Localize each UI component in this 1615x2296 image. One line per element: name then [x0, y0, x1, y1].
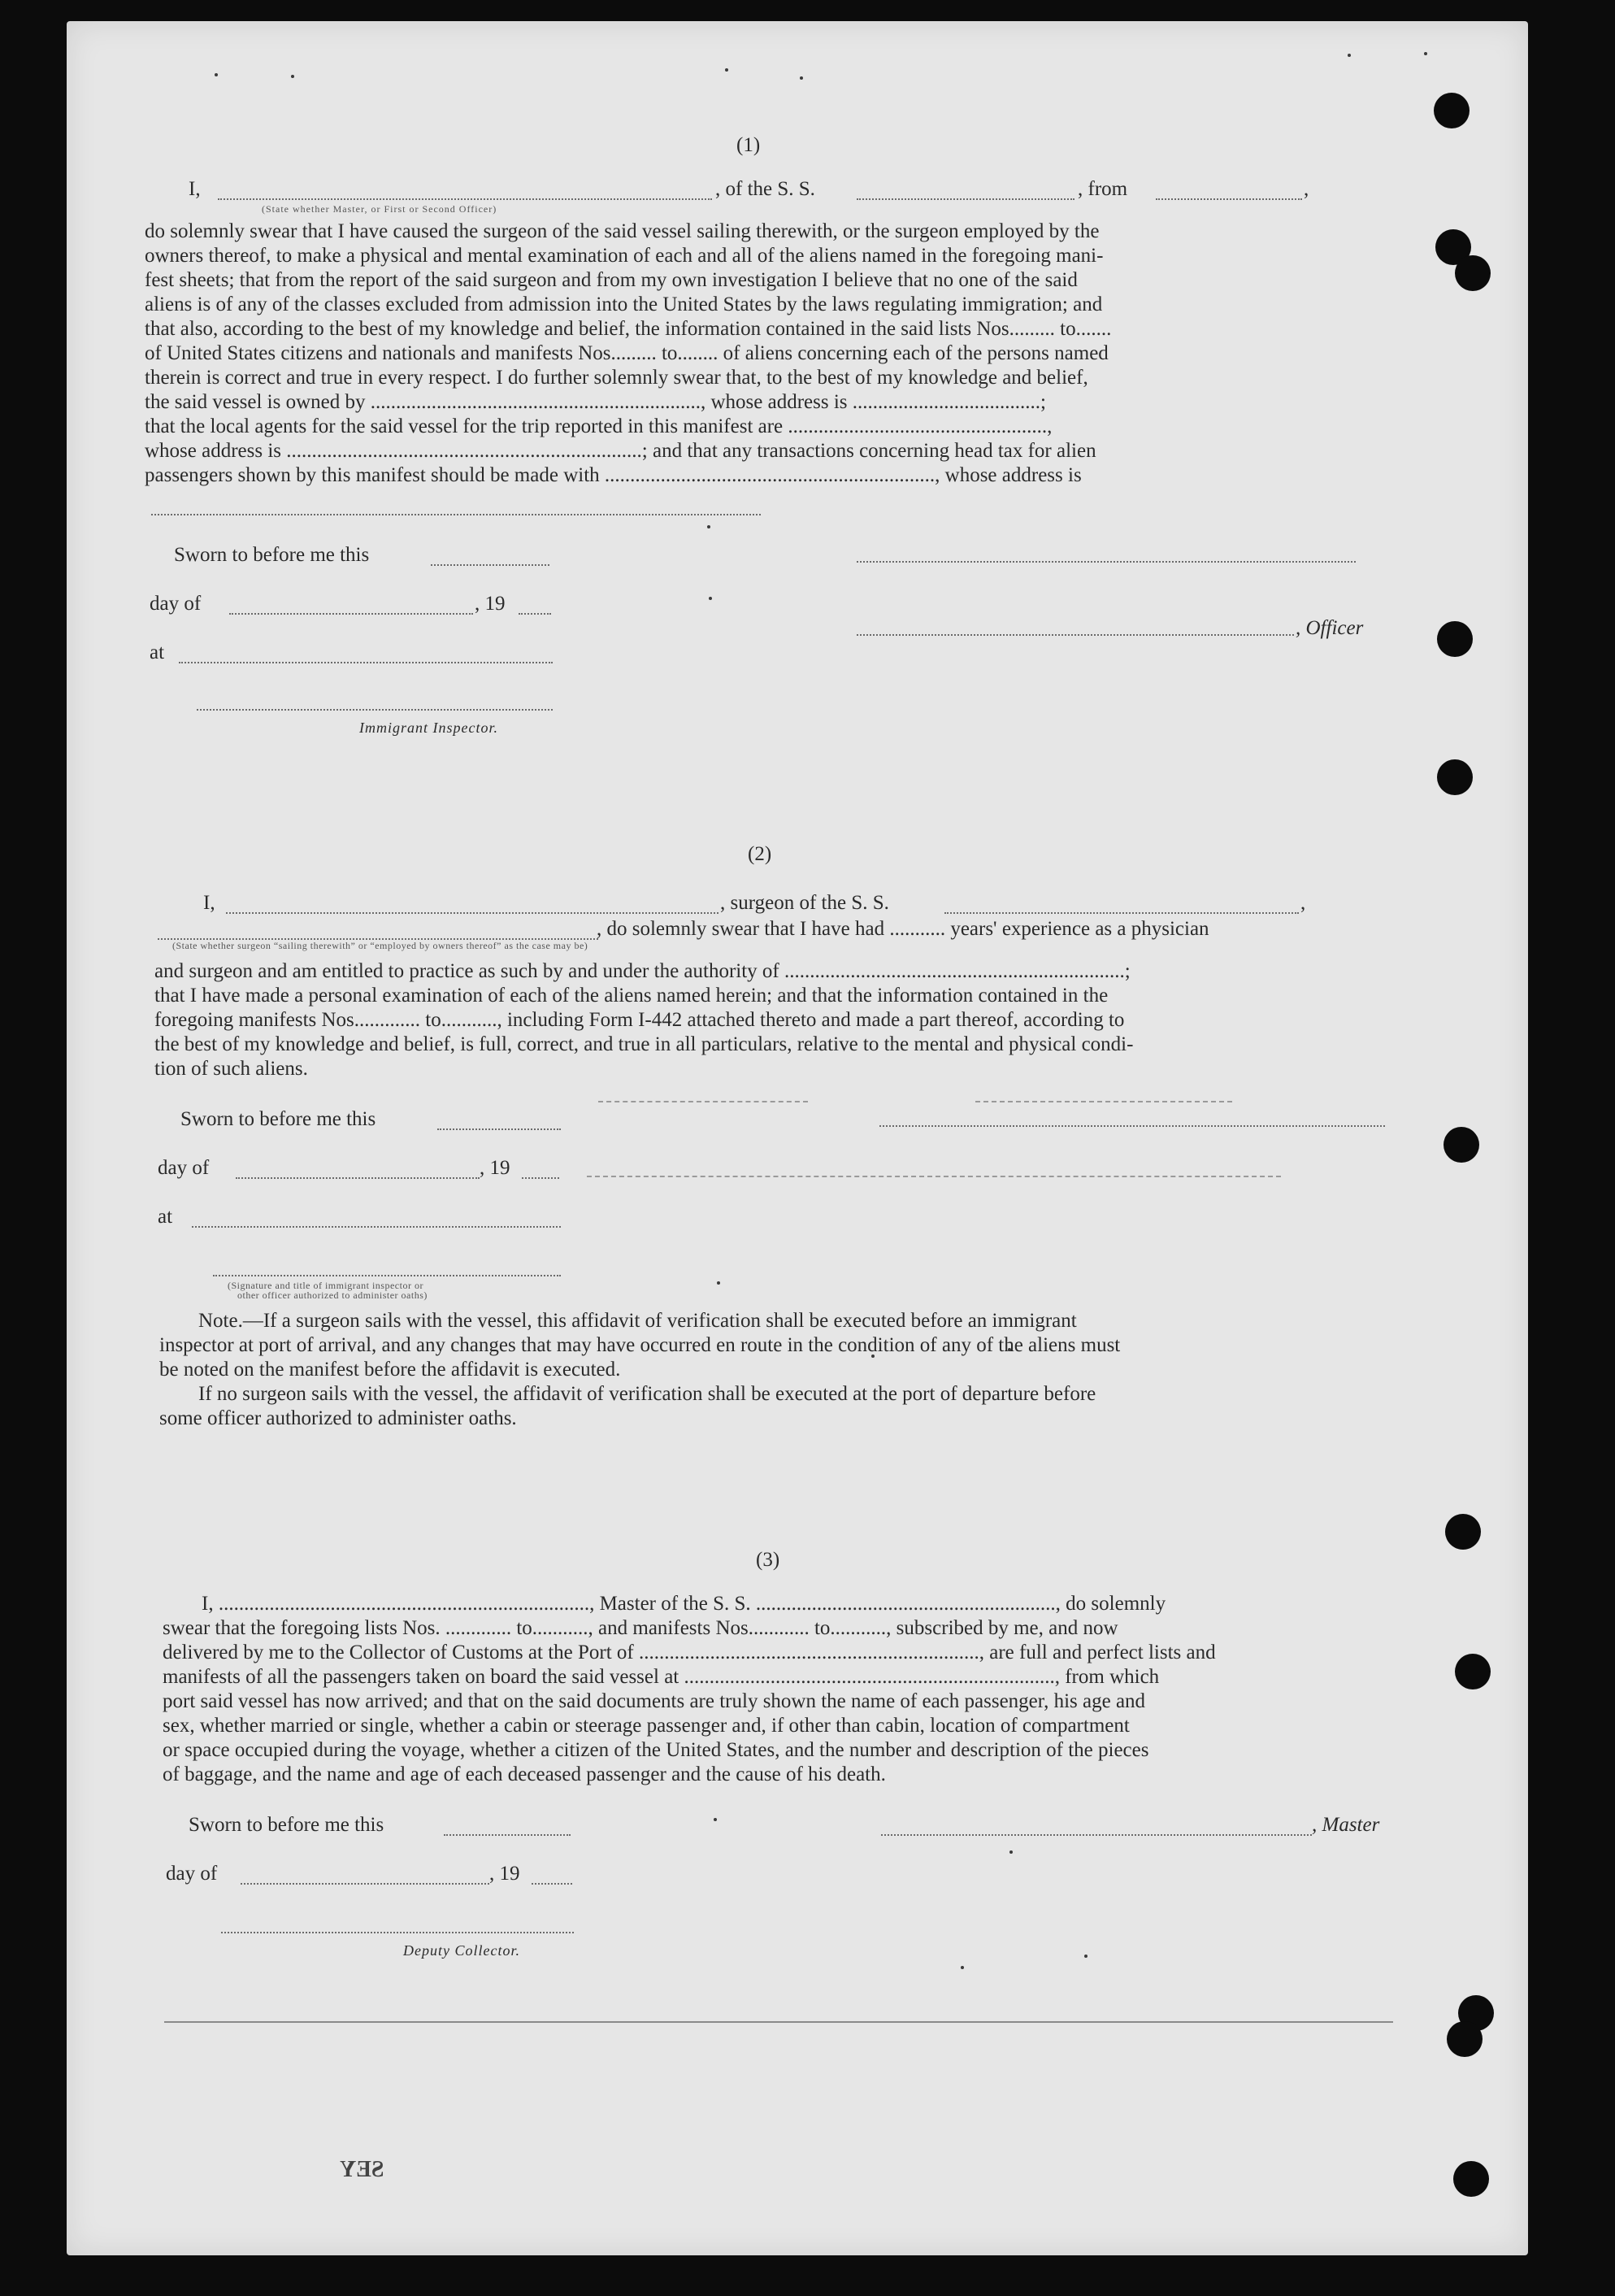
signature-caption: (Signature and title of immigrant inspector or — [228, 1280, 423, 1291]
month-field[interactable] — [241, 1883, 489, 1885]
surgeon-name-field[interactable] — [226, 912, 719, 914]
day-of-label: day of — [158, 1157, 210, 1179]
agent-address-field[interactable] — [151, 514, 761, 515]
punch-hole — [1445, 1514, 1481, 1550]
section1-body: do solemnly swear that I have caused the surgeon of the said vessel sailing therewith, or the surgeon employed by the owners thereof, to make a physical and mental examination of each and all of the aliens named in the foregoing mani- fest sheets; that from the report of the said surgeon and from my own investigation I believe that no one of the said aliens is of any of the classes excluded from admission into the United States by the laws regulating immigration; and that also, according to the best of my knowledge and belief, the information contained in the said lists Nos......... to....... of United States citizens and nationals and manifests Nos......... to........ of aliens concerning each of the persons named therein is correct and true in every respect. I do further solemnly swear that, to the best of my knowledge and belief, the said vessel is owned by ................................................................., whose address is .....................................; that the local agents for the said vessel for the trip reported in this manifest are ..................................................., whose address is ......................................................................; and that any transactions concerning head tax for alien passengers shown by this manifest should be made with ................................................................., whose address is — [145, 220, 1112, 486]
sworn-date-field[interactable] — [431, 564, 549, 566]
year-label: , 19 — [489, 1863, 520, 1885]
year-label: , 19 — [480, 1157, 510, 1179]
section-number: (2) — [748, 843, 772, 865]
departure-port-field[interactable] — [1156, 198, 1302, 200]
punch-hole — [1437, 759, 1473, 795]
officer-caption: (State whether Master, or First or Second Officer) — [262, 203, 497, 215]
section-number: (3) — [756, 1549, 780, 1571]
day-of-label: day of — [166, 1863, 218, 1885]
year-label: , 19 — [475, 593, 506, 615]
experience-text: , do solemnly swear that I have had ........... years' experience as a physician — [597, 918, 1209, 940]
comma: , — [1300, 892, 1306, 914]
surgeon-label: , surgeon of the S. S. — [720, 892, 889, 914]
punch-hole — [1455, 1654, 1491, 1689]
punch-hole — [1447, 2021, 1483, 2057]
punch-hole — [1437, 621, 1473, 657]
punch-hole — [1434, 93, 1470, 128]
ship-name-field[interactable] — [944, 912, 1299, 914]
collector-signature-field[interactable] — [221, 1932, 574, 1933]
master-signature-field[interactable] — [881, 1834, 1312, 1836]
officer-signature-field[interactable] — [857, 634, 1294, 636]
sworn-label: Sworn to before me this — [174, 544, 370, 566]
footer-stamp: SEY — [340, 2157, 384, 2182]
officer-label: , Officer — [1296, 617, 1364, 639]
surgeon-caption: (State whether surgeon “sailing therewith” or “employed by owners thereof” as the case may be) — [172, 940, 588, 951]
punch-hole — [1453, 2161, 1489, 2197]
year-field[interactable] — [532, 1883, 572, 1885]
at-label: at — [158, 1206, 173, 1228]
place-field[interactable] — [192, 1226, 561, 1228]
inspector-caption: Immigrant Inspector. — [359, 720, 498, 736]
sworn-date-field[interactable] — [437, 1128, 561, 1130]
signature-field[interactable] — [857, 561, 1356, 563]
collector-caption: Deputy Collector. — [403, 1942, 520, 1959]
year-field[interactable] — [522, 1177, 559, 1179]
place-field[interactable] — [179, 662, 553, 663]
inspector-signature-field[interactable] — [213, 1275, 561, 1276]
signature-caption: other officer authorized to administer oaths) — [237, 1289, 428, 1301]
month-field[interactable] — [236, 1177, 480, 1179]
ship-name-field[interactable] — [857, 198, 1074, 200]
note-text: Note.—If a surgeon sails with the vessel, this affidavit of verification shall be executed before an immigrant inspector at port of arrival, and any changes that may have occurred en route in the condition of any of the aliens must be noted on the manifest before the affidavit is executed. If no surgeon sails with the vessel, the affidavit of verification shall be executed at the port of departure before some officer authorized to administer oaths. — [159, 1310, 1121, 1429]
sworn-date-field[interactable] — [444, 1834, 571, 1836]
sworn-label: Sworn to before me this — [180, 1108, 376, 1130]
year-field[interactable] — [519, 613, 551, 615]
ship-label: , of the S. S. — [715, 178, 815, 200]
surgeon-signature-field[interactable] — [879, 1125, 1385, 1127]
section-number: (1) — [736, 134, 761, 156]
officer-name-field[interactable] — [218, 198, 712, 200]
section2-body: and surgeon and am entitled to practice as such by and under the authority of ...................................................................; that I have made a personal examination of each of the aliens named herein; and that the information contained in the foregoing manifests Nos............. to..........., including Form I-442 attached thereto and made a part thereof, according to the best of my knowledge and belief, is full, correct, and true in all particulars, relative to the mental and physical condi- tion of such aliens. — [154, 960, 1134, 1080]
affiant-label: I, — [189, 178, 201, 200]
master-label: , Master — [1312, 1814, 1380, 1836]
affiant-label: I, — [203, 892, 215, 914]
section3-body: I, ........................................................................., Master of the S. S. ..........................................................., do solemnly swear that the foregoing lists Nos. ............. to..........., and manifests Nos............ to..........., subscribed by me, and now delivered by me to the Collector of Customs at the Port of ..................................................................., are full and perfect lists and manifests of all the passengers taken on board the said vessel at ........................................................................., from which port said vessel has now arrived; and that on the said documents are truly shown the name of each passenger, his age and sex, whether married or single, whether a cabin or steerage passenger and, if other than cabin, location of compartment or space occupied during the voyage, whether a citizen of the United States, and the number and description of the pieces of baggage, and the name and age of each deceased passenger and the cause of his death. — [163, 1593, 1216, 1785]
sworn-label: Sworn to before me this — [189, 1814, 384, 1836]
footer-divider — [164, 2021, 1393, 2023]
manifest-page — [67, 21, 1528, 2255]
punch-hole — [1444, 1127, 1479, 1163]
at-label: at — [150, 641, 165, 663]
day-of-label: day of — [150, 593, 202, 615]
from-label: , from — [1078, 178, 1128, 200]
inspector-signature-field[interactable] — [197, 709, 553, 711]
punch-hole — [1455, 255, 1491, 291]
comma: , — [1304, 178, 1309, 200]
month-field[interactable] — [229, 613, 473, 615]
